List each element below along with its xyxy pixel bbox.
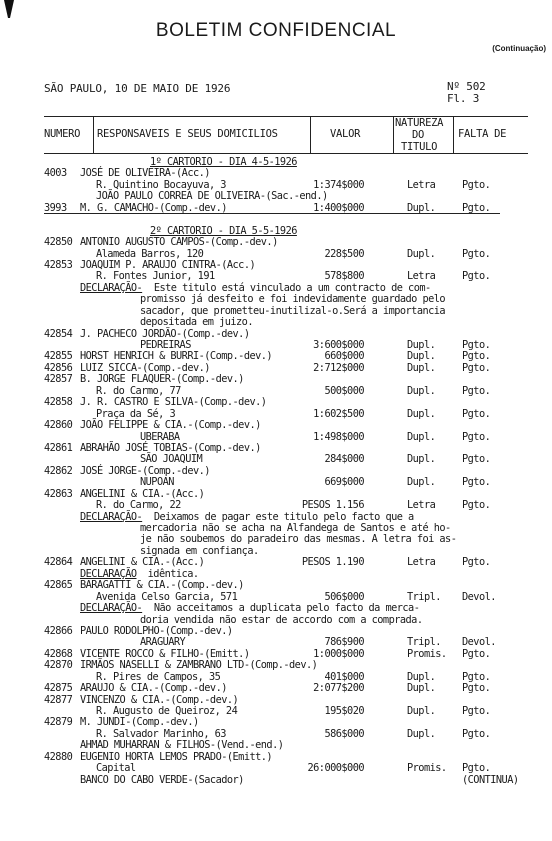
entry-detail: promisso já desfeito e foi indevidamente guardado pelo bbox=[140, 293, 446, 306]
entry-name: VINCENZO & CIA.-(Comp.-dev.) bbox=[80, 693, 239, 706]
entry-title-type: Letra bbox=[407, 499, 436, 512]
entry-title-type: Dupl. bbox=[407, 350, 436, 363]
entry-number: 42857 bbox=[44, 373, 73, 386]
col-valor: VALOR bbox=[330, 128, 361, 140]
entry-status: Pgto. bbox=[462, 430, 491, 443]
entry-value: 3:600$000 bbox=[313, 339, 364, 351]
col-natureza-1: NATUREZA bbox=[395, 117, 444, 129]
entry-title-type: Tripl. bbox=[407, 590, 441, 603]
entry-title-type: Letra bbox=[407, 178, 436, 191]
entry-value: 669$000 bbox=[324, 476, 364, 489]
entry-name: M. JUNDI-(Comp.-dev.) bbox=[80, 716, 199, 729]
entry-detail: sacador, que prometteu-inutilizal-o.Será a importancia bbox=[140, 304, 446, 317]
entry-title-type: Promis. bbox=[407, 647, 447, 660]
entry-status: Pgto. bbox=[462, 178, 491, 191]
entry-line bbox=[0, 477, 552, 488]
entry-status: Pgto. bbox=[462, 476, 491, 489]
entry-number: 42862 bbox=[44, 464, 73, 477]
entry-address: Avenida Celso Garcia, 571 bbox=[96, 590, 238, 603]
entry-name: VICENTE ROCCO & FILHO-(Emitt.) bbox=[80, 647, 250, 660]
entry-name: ANGELINI & CIA.-(Acc.) bbox=[80, 487, 205, 500]
entry-line bbox=[0, 294, 552, 305]
entry-status: Pgto. bbox=[462, 453, 491, 466]
entry-title-type: Dupl. bbox=[407, 476, 436, 489]
entry-status: Pgto. bbox=[462, 361, 491, 374]
declaration-text: Não acceitamos a duplicata pelo facto da merca- bbox=[148, 602, 420, 615]
entry-title-type: Dupl. bbox=[407, 201, 436, 214]
entry-name: J. R. CASTRO E SILVA-(Comp.-dev.) bbox=[80, 396, 267, 409]
entry-value: 195$020 bbox=[324, 705, 364, 717]
entry-status: Pgto. bbox=[462, 270, 491, 283]
declaration-text: idêntica. bbox=[142, 567, 199, 580]
entry-name: JOÃO FELIPPE & CIA.-(Comp.-dev.) bbox=[80, 419, 261, 432]
declaration-text: Deixamos de pagar este titulo pelo facto que a bbox=[148, 510, 414, 523]
entry-address: R. Pires de Campos, 35 bbox=[96, 670, 221, 683]
entry-number: 42850 bbox=[44, 236, 73, 249]
entry-value: PESOS 1.190 bbox=[301, 556, 364, 569]
entry-status: Pgto. bbox=[462, 407, 491, 420]
entry-status: Pgto. bbox=[462, 682, 491, 695]
entry-name: J. PACHECO JORDÃO-(Comp.-dev.) bbox=[80, 327, 250, 340]
entry-name: IRMÃOS NASELLI & ZAMBRANO LTD-(Comp.-dev.) bbox=[80, 659, 318, 672]
entry-number: 42864 bbox=[44, 556, 73, 569]
entry-value: 26:000$000 bbox=[307, 762, 364, 775]
col-natureza-3: TITULO bbox=[401, 141, 438, 153]
entry-detail: signada em confiança. bbox=[140, 544, 259, 557]
entry-number: 4003 bbox=[44, 167, 67, 180]
bulletin-entries bbox=[0, 157, 552, 786]
entry-number: 42858 bbox=[44, 396, 73, 409]
entry-number: 42860 bbox=[44, 419, 73, 432]
entry-status: Pgto. bbox=[462, 762, 491, 775]
entry-address: R. Fontes Junior, 191 bbox=[96, 270, 215, 283]
entry-address: R. do Carmo, 77 bbox=[96, 384, 181, 397]
page-title: BOLETIM CONFIDENCIAL bbox=[155, 20, 397, 41]
entry-status: Pgto. bbox=[462, 670, 491, 683]
entry-value: 2:077$200 bbox=[313, 682, 364, 695]
entry-detail: UBERABA bbox=[140, 430, 180, 443]
entry-title-type: Dupl. bbox=[407, 670, 436, 683]
entry-title-type: Dupl. bbox=[407, 682, 436, 695]
entry-value: 500$000 bbox=[324, 384, 364, 397]
col-falta: FALTA DE bbox=[458, 128, 507, 140]
entry-address: R. Salvador Marinho, 63 bbox=[96, 727, 226, 740]
entry-number: 42879 bbox=[44, 716, 73, 729]
entry-number: 42880 bbox=[44, 750, 73, 763]
entry-line bbox=[0, 660, 552, 671]
declaration-label: DECLARAÇÃO- bbox=[80, 602, 143, 615]
entry-value: 1:374$000 bbox=[313, 178, 364, 191]
declaration bbox=[0, 603, 552, 614]
entry-number: 42853 bbox=[44, 258, 73, 271]
entry-value: 228$500 bbox=[324, 247, 364, 260]
entry-status: Pgto. bbox=[462, 556, 491, 569]
entry-number: 42866 bbox=[44, 624, 73, 637]
section-title: 1º CARTORIO - DIA 4-5-1926 bbox=[150, 156, 297, 168]
entry-line bbox=[0, 397, 552, 408]
entry-number: 42868 bbox=[44, 647, 73, 660]
entry-name: EUGENIO HORTA LEMOS PRADO-(Emitt.) bbox=[80, 750, 273, 763]
entry-number: 3993 bbox=[44, 201, 67, 214]
col-numero: NUMERO bbox=[44, 128, 81, 140]
entry-name: BARAGATTI & CIA.-(Comp.-dev.) bbox=[80, 579, 244, 592]
entry-detail: depositada em juizo. bbox=[140, 316, 253, 329]
entry-value: 1:000$000 bbox=[313, 647, 364, 660]
entry-title-type: Dupl. bbox=[407, 453, 436, 466]
continuation-note: (Continuação) bbox=[492, 44, 546, 53]
entry-line bbox=[0, 500, 552, 511]
entry-number: 42863 bbox=[44, 487, 73, 500]
entry-status: Pgto. bbox=[462, 647, 491, 660]
section-title: 2º CARTORIO - DIA 5-5-1926 bbox=[150, 224, 297, 237]
entry-status: Pgto. bbox=[462, 727, 491, 740]
entry-name: ANTONIO AUGUSTO CAMPOS-(Comp.-dev.) bbox=[80, 236, 278, 249]
entry-address: R. Augusto de Queiroz, 24 bbox=[96, 705, 238, 717]
entry-line bbox=[0, 306, 552, 317]
entry-name: JOSÉ JORGE-(Comp.-dev.) bbox=[80, 464, 210, 477]
entry-value: PESOS 1.156 bbox=[301, 499, 364, 512]
entry-name: LUIZ SICCA-(Comp.-dev.) bbox=[80, 361, 210, 374]
entry-value: 401$000 bbox=[324, 670, 364, 683]
entry-number: 42856 bbox=[44, 361, 73, 374]
entry-line bbox=[0, 580, 552, 591]
entry-value: 586$000 bbox=[324, 727, 364, 740]
entry-line bbox=[0, 775, 552, 786]
entry-value: 578$800 bbox=[324, 270, 364, 283]
entry-address: R. Quintino Bocayuva, 3 bbox=[96, 178, 226, 191]
entry-detail: je não soubemos do paradeiro das mesmas. A letra foi as- bbox=[140, 533, 457, 546]
bulletin-number: Nº 502 bbox=[447, 80, 486, 93]
place-date: SÃO PAULO, 10 DE MAIO DE 1926 bbox=[44, 82, 231, 95]
entry-status: (CONTINUA) bbox=[462, 773, 519, 786]
entry-value: 506$000 bbox=[324, 590, 364, 603]
entry-address: R. do Carmo, 22 bbox=[96, 499, 181, 512]
entry-status: Pgto. bbox=[462, 350, 491, 363]
entry-title-type: Dupl. bbox=[407, 727, 436, 740]
entry-line bbox=[0, 534, 552, 545]
entry-value: 2:712$000 bbox=[313, 361, 364, 374]
entry-line bbox=[0, 683, 552, 694]
entry-name: AHMAD MUHARRAN & FILHOS-(Vend.-end.) bbox=[80, 739, 284, 752]
entry-number: 42854 bbox=[44, 327, 73, 340]
declaration-label: DECLARAÇÃO- bbox=[80, 510, 143, 523]
entry-line bbox=[0, 763, 552, 774]
entry-status: Devol. bbox=[462, 636, 496, 649]
entry-title-type: Dupl. bbox=[407, 705, 436, 717]
entry-title-type: Dupl. bbox=[407, 339, 436, 351]
entry-title-type: Dupl. bbox=[407, 361, 436, 374]
entry-name: ANGELINI & CIA.-(Acc.) bbox=[80, 556, 205, 569]
entry-line bbox=[0, 420, 552, 431]
entry-detail: PEDREIRAS bbox=[140, 339, 191, 351]
entry-address: JOÃO PAULO CORREA DE OLIVEIRA-(Sac.-end.) bbox=[96, 190, 328, 203]
entry-number: 42855 bbox=[44, 350, 73, 363]
entry-number: 42875 bbox=[44, 682, 73, 695]
entry-title-type: Dupl. bbox=[407, 247, 436, 260]
entry-status: Pgto. bbox=[462, 247, 491, 260]
entry-detail: SÃO JOAQUIM bbox=[140, 453, 203, 466]
entry-value: 660$000 bbox=[324, 350, 364, 363]
entry-name: B. JORGE FLAQUER-(Comp.-dev.) bbox=[80, 373, 244, 386]
entry-detail: ARAGUARY bbox=[140, 636, 186, 649]
entry-name: HORST HENRICH & BURRI-(Comp.-dev.) bbox=[80, 350, 273, 363]
entry-detail: doria vendida não estar de accordo com a comprada. bbox=[140, 613, 423, 626]
entry-name: ARAUJO & CIA.-(Comp.-dev.) bbox=[80, 682, 227, 695]
entry-title-type: Dupl. bbox=[407, 407, 436, 420]
entry-line bbox=[0, 237, 552, 248]
sheet-number: Fl. 3 bbox=[447, 92, 480, 105]
entry-value: 284$000 bbox=[324, 453, 364, 466]
declaration-text: Este titulo está vinculado a um contracto de com- bbox=[148, 281, 431, 294]
entry-number: 42861 bbox=[44, 441, 73, 454]
entry-value: 1:498$000 bbox=[313, 430, 364, 443]
entry-address: Capital bbox=[96, 762, 136, 775]
entry-line bbox=[0, 203, 552, 214]
entry-value: 1:602$500 bbox=[313, 407, 364, 420]
entry-status: Pgto. bbox=[462, 339, 491, 351]
entry-title-type: Dupl. bbox=[407, 430, 436, 443]
entry-status: Pgto. bbox=[462, 384, 491, 397]
entry-number: 42870 bbox=[44, 659, 73, 672]
col-responsaveis: RESPONSAVEIS E SEUS DOMICILIOS bbox=[97, 128, 278, 140]
entry-status: Pgto. bbox=[462, 705, 491, 717]
declaration-label: DECLARAÇÃO- bbox=[80, 281, 143, 294]
entry-title-type: Dupl. bbox=[407, 384, 436, 397]
entry-number: 42877 bbox=[44, 693, 73, 706]
entry-address: Praça da Sé, 3 bbox=[96, 407, 176, 420]
entry-value: 786$900 bbox=[324, 636, 364, 649]
entry-line bbox=[0, 317, 552, 328]
col-natureza-2: DO bbox=[412, 129, 425, 141]
entry-status: Pgto. bbox=[462, 499, 491, 512]
entry-status: Devol. bbox=[462, 590, 496, 603]
entry-number: 42865 bbox=[44, 579, 73, 592]
entry-status: Pgto. bbox=[462, 201, 491, 214]
entry-name: PAULO RODOLPHO-(Comp.-dev.) bbox=[80, 624, 233, 637]
column-header bbox=[44, 116, 528, 154]
entry-detail: NUPOAN bbox=[140, 476, 174, 489]
entry-title-type: Promis. bbox=[407, 762, 447, 775]
declaration-label: DECLARAÇÃO bbox=[80, 567, 137, 580]
entry-name: M. G. CAMACHO-(Comp.-dev.) bbox=[80, 201, 227, 214]
entry-address: Alameda Barros, 120 bbox=[96, 247, 204, 260]
entry-value: 1:400$000 bbox=[313, 201, 364, 214]
entry-title-type: Letra bbox=[407, 556, 436, 569]
entry-detail: mercadoria não se acha na Alfandega de Santos e até ho- bbox=[140, 522, 451, 534]
entry-name: JOSÉ DE OLIVEIRA-(Acc.) bbox=[80, 167, 210, 180]
entry-title-type: Tripl. bbox=[407, 636, 441, 649]
entry-title-type: Letra bbox=[407, 270, 436, 283]
entry-name: BANCO DO CABO VERDE-(Sacador) bbox=[80, 773, 244, 786]
entry-name: JOAQUIM P. ARAUJO CINTRA-(Acc.) bbox=[80, 258, 256, 271]
ink-mark bbox=[4, 0, 14, 18]
spacer bbox=[0, 214, 552, 225]
entry-name: ABRAHÃO JOSÉ TOBIAS-(Comp.-dev.) bbox=[80, 441, 261, 454]
